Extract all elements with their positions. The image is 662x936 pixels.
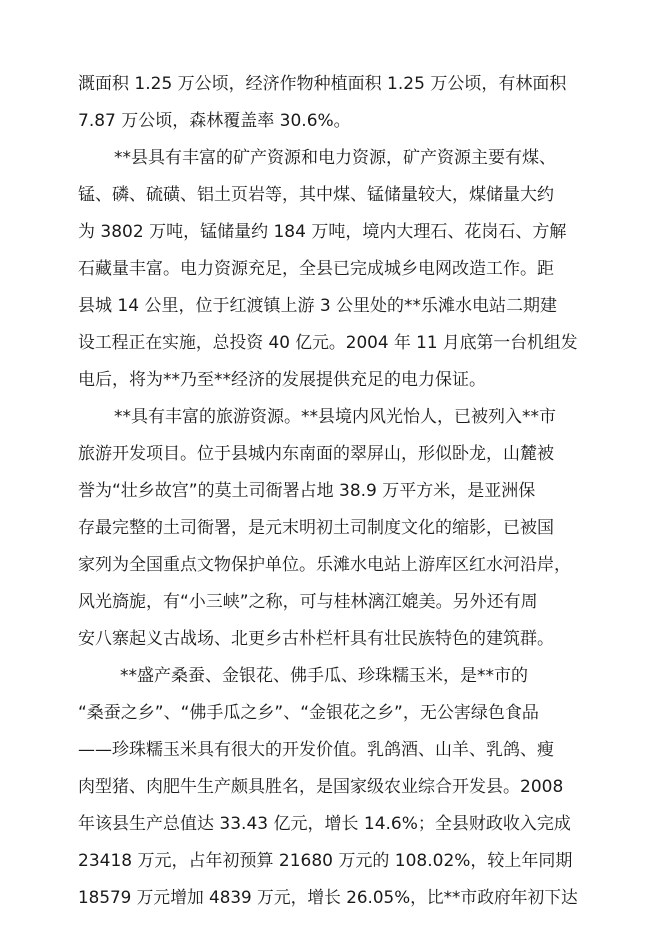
text-line: 誉为“壮乡故宫”的莫土司衙署占地 38.9 万平方米，是亚洲保 [78,481,536,501]
text-line: 锰、磷、硫磺、铝土页岩等，其中煤、锰储量较大，煤储量大约 [78,185,554,205]
text-line: **盛产桑蚕、金银花、佛手瓜、珍珠糯玉米，是**市的 [120,666,528,686]
text-line: 23418 万元，占年初预算 21680 万元的 108.02%，较上年同期 [78,851,573,871]
text-line: 家列为全国重点文物保护单位。乐滩水电站上游库区红水河沿岸， [78,555,571,575]
text-line: 县城 14 公里，位于红渡镇上游 3 公里处的**乐滩水电站二期建 [78,296,558,316]
text-line: 为 3802 万吨，锰储量约 184 万吨，境内大理石、花岗石、方解 [78,222,567,242]
text-line: “桑蚕之乡”、“佛手瓜之乡”、“金银花之乡”，无公害绿色食品 [78,703,539,723]
text-line: ——珍珠糯玉米具有很大的开发价值。乳鸽酒、山羊、乳鸽、瘦 [78,740,554,760]
text-line: **具有丰富的旅游资源。**县境内风光怡人，已被列入**市 [114,407,556,427]
text-line: 肉型猪、肉肥牛生产颇具胜名，是国家级农业综合开发县。2008 [78,777,564,797]
text-line: 7.87 万公顷，森林覆盖率 30.6%。 [78,111,351,131]
text-line: 年该县生产总值达 33.43 亿元，增长 14.6%；全县财政收入完成 [78,814,571,834]
text-line: 旅游开发项目。位于县城内东南面的翠屏山，形似卧龙，山麓被 [78,444,554,464]
text-line: 溉面积 1.25 万公顷，经济作物种植面积 1.25 万公顷，有林面积 [78,74,567,94]
text-line: 设工程正在实施，总投资 40 亿元。2004 年 11 月底第一台机组发 [78,333,578,353]
text-line: 安八寨起义古战场、北更乡古朴栏杆具有壮民族特色的建筑群。 [78,629,554,649]
text-line: 电后，将为**乃至**经济的发展提供充足的电力保证。 [78,370,486,390]
text-line: **县具有丰富的矿产资源和电力资源，矿产资源主要有煤、 [114,148,556,168]
text-line: 18579 万元增加 4839 万元，增长 26.05%，比**市政府年初下达 [78,888,578,908]
text-line: 石藏量丰富。电力资源充足，全县已完成城乡电网改造工作。距 [78,259,554,279]
text-line: 风光旖旎，有“小三峡”之称，可与桂林漓江媲美。另外还有周 [78,592,538,612]
text-line: 存最完整的土司衙署，是元末明初土司制度文化的缩影，已被国 [78,518,554,538]
